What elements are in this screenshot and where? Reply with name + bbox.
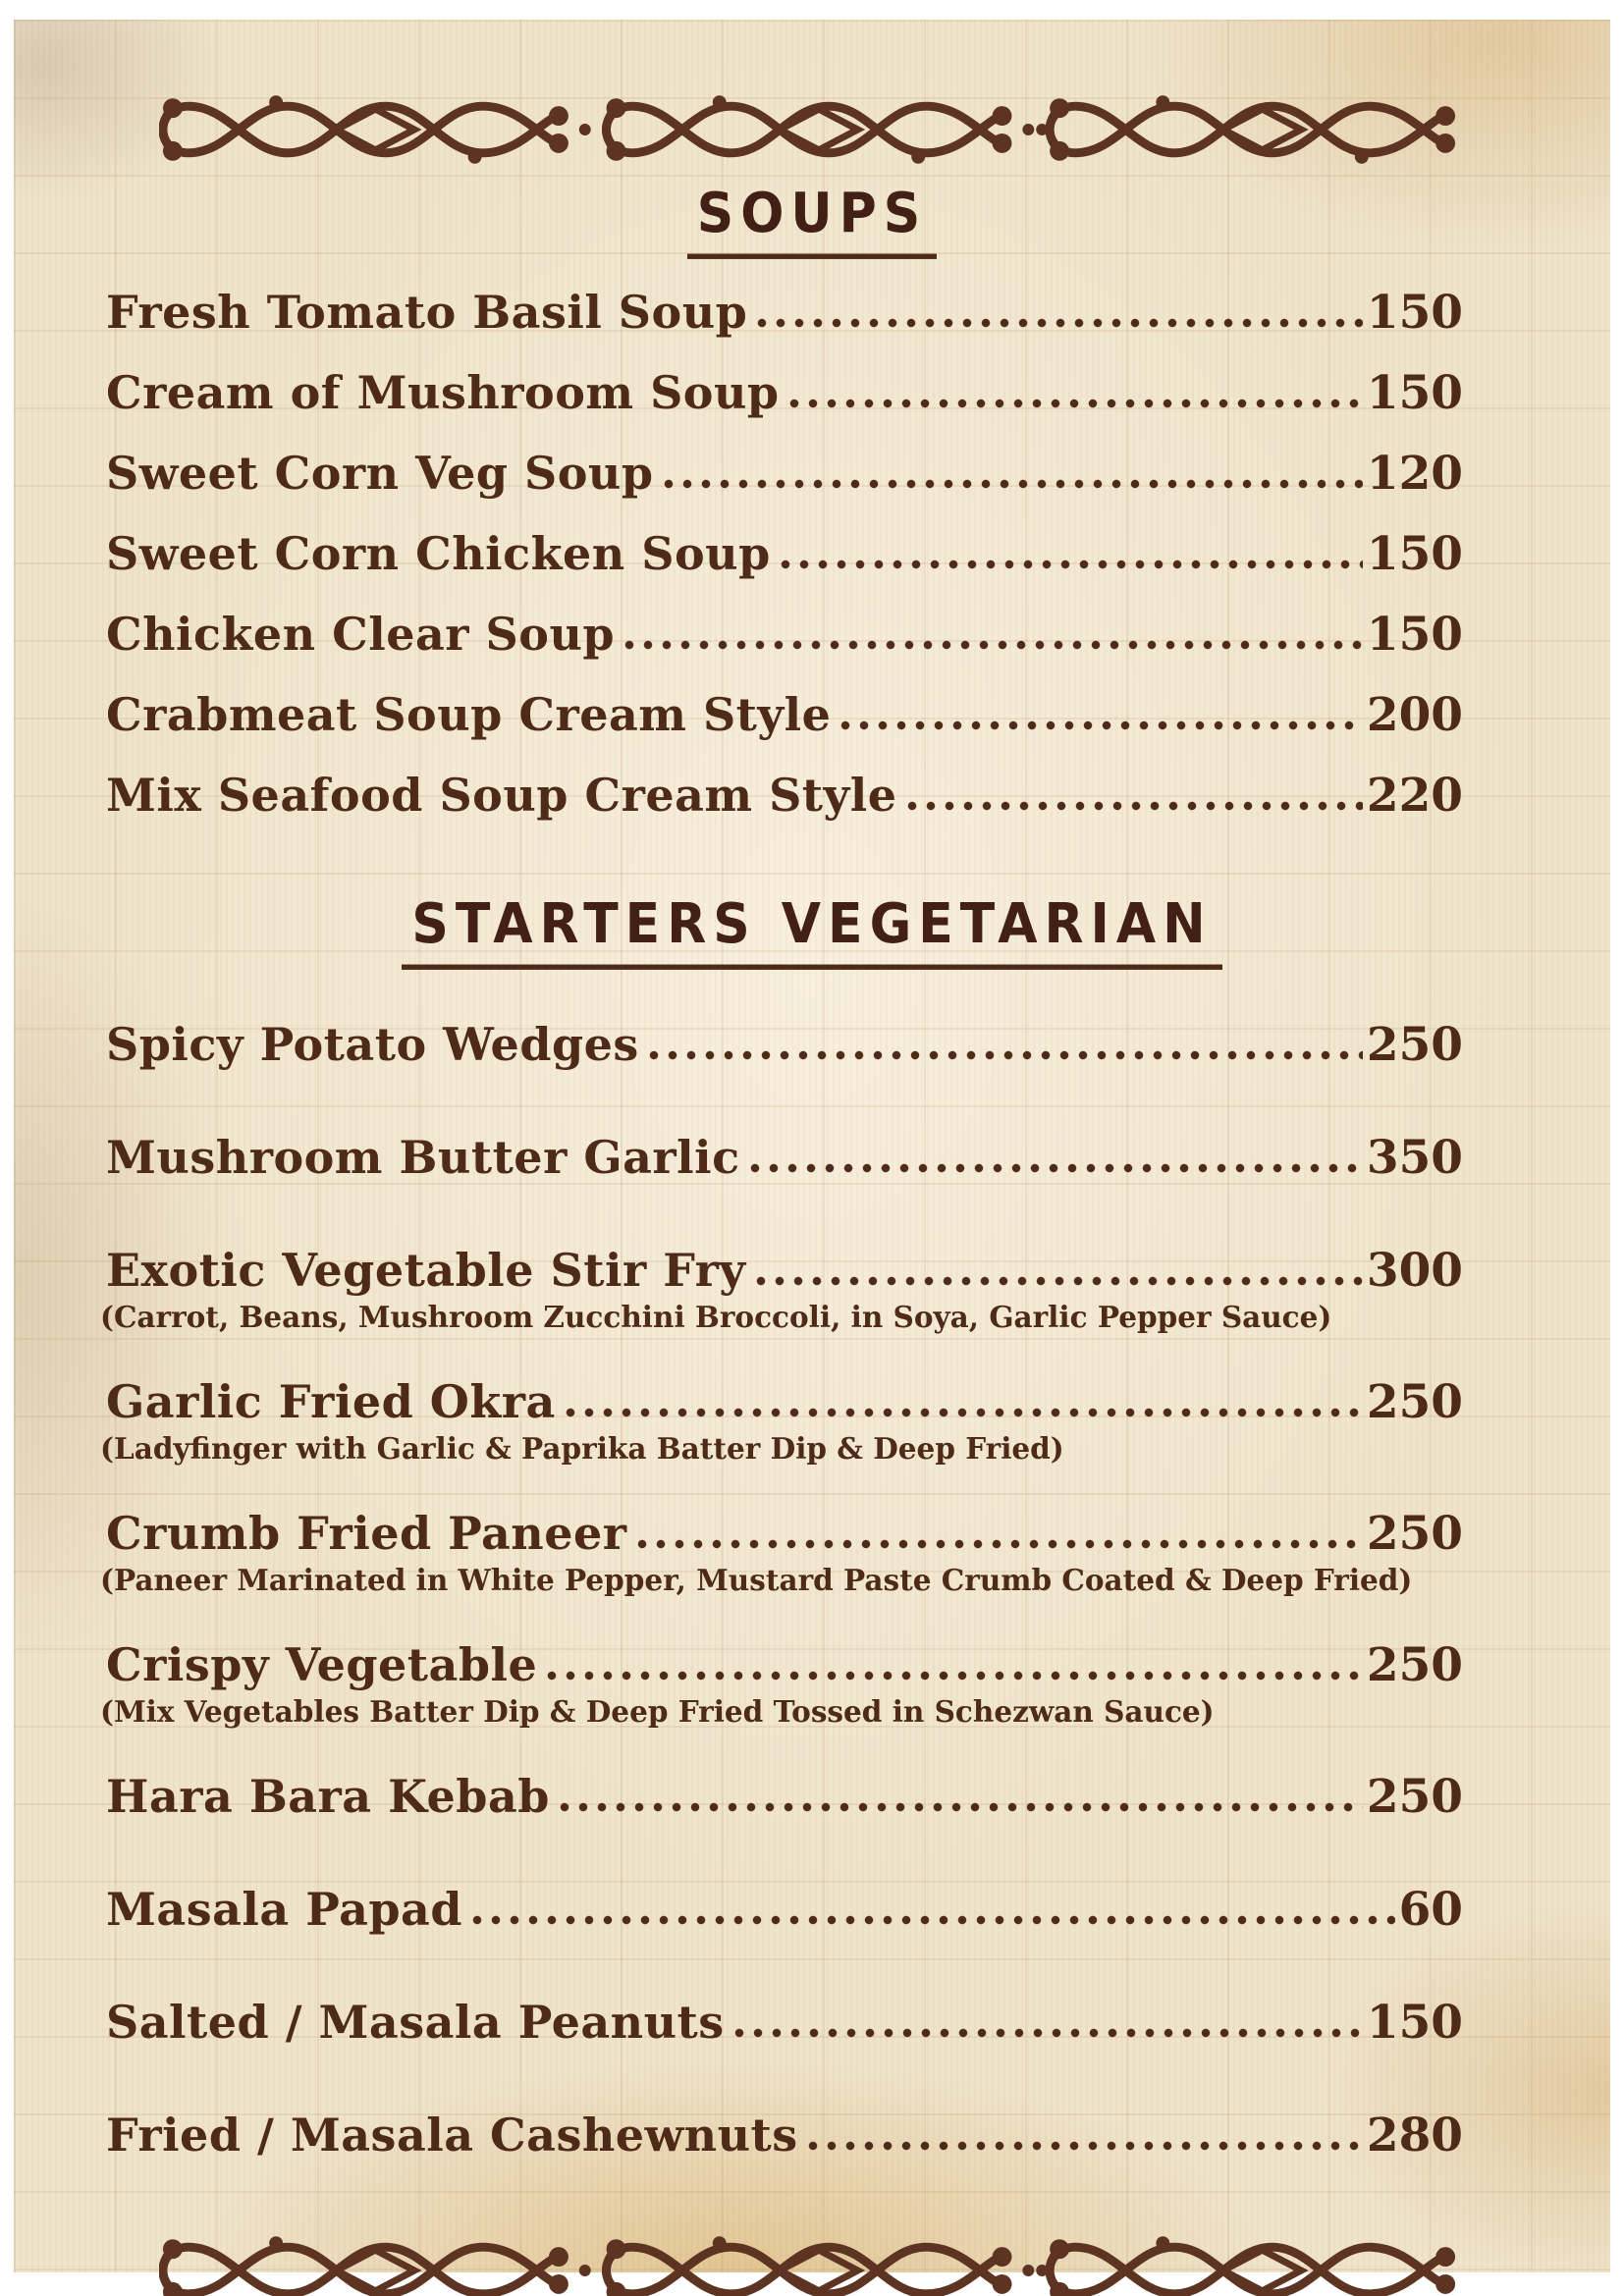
menu-item bbox=[106, 527, 1463, 581]
menu-item bbox=[106, 366, 1463, 420]
item-row bbox=[106, 1018, 1463, 1072]
item-name: Spicy Potato Wedges bbox=[106, 1018, 639, 1071]
item-row bbox=[106, 1507, 1463, 1561]
item-name: Mix Seafood Soup Cream Style bbox=[106, 769, 897, 822]
dotted-leader bbox=[840, 721, 1362, 730]
section-title-starters-vegetarian: STARTERS VEGETARIAN bbox=[402, 892, 1221, 970]
item-price: 350 bbox=[1366, 1131, 1463, 1185]
dotted-leader bbox=[907, 801, 1363, 811]
dotted-leader bbox=[789, 399, 1363, 408]
item-price: 200 bbox=[1366, 688, 1463, 742]
flourish-divider-icon bbox=[159, 2221, 1465, 2296]
item-name: Crabmeat Soup Cream Style bbox=[106, 688, 832, 741]
item-name: Exotic Vegetable Stir Fry bbox=[106, 1244, 746, 1297]
dotted-leader bbox=[472, 1915, 1395, 1925]
item-row bbox=[106, 1638, 1463, 1692]
item-row bbox=[106, 366, 1463, 420]
menu-item bbox=[106, 688, 1463, 742]
item-row bbox=[106, 2109, 1463, 2163]
menu-item bbox=[106, 1883, 1463, 1937]
item-price: 150 bbox=[1366, 608, 1463, 662]
flourish-divider-icon bbox=[159, 80, 1465, 179]
section-starters-header bbox=[14, 892, 1610, 967]
item-row bbox=[106, 527, 1463, 581]
item-description: (Mix Vegetables Batter Dip & Deep Fried Tossed in Schezwan Sauce) bbox=[100, 1694, 1215, 1729]
menu-item bbox=[106, 1996, 1463, 2050]
item-row bbox=[106, 688, 1463, 742]
dotted-leader bbox=[808, 2141, 1363, 2151]
item-price: 250 bbox=[1366, 1507, 1463, 1561]
dotted-leader bbox=[734, 2028, 1363, 2038]
item-name: Fried / Masala Cashewnuts bbox=[106, 2109, 798, 2162]
item-name: Crumb Fried Paneer bbox=[106, 1507, 627, 1560]
item-row bbox=[106, 608, 1463, 662]
item-price: 120 bbox=[1366, 447, 1463, 501]
item-description: (Carrot, Beans, Mushroom Zucchini Broccoli, in Soya, Garlic Pepper Sauce) bbox=[100, 1300, 1332, 1334]
dotted-leader bbox=[547, 1671, 1363, 1681]
item-row bbox=[106, 1244, 1463, 1298]
dotted-leader bbox=[750, 1163, 1363, 1173]
dotted-leader bbox=[664, 479, 1363, 489]
section-soups-header bbox=[14, 182, 1610, 256]
item-name: Garlic Fried Okra bbox=[106, 1375, 556, 1428]
item-price: 280 bbox=[1366, 2109, 1463, 2163]
menu-item bbox=[100, 1375, 1463, 1466]
dotted-leader bbox=[781, 560, 1363, 569]
item-price: 60 bbox=[1398, 1883, 1463, 1937]
dotted-leader bbox=[624, 640, 1363, 650]
item-price: 220 bbox=[1366, 769, 1463, 823]
section-title-soups: SOUPS bbox=[687, 182, 937, 259]
menu-item bbox=[100, 1507, 1463, 1597]
item-price: 150 bbox=[1366, 286, 1463, 340]
dotted-leader bbox=[649, 1050, 1363, 1060]
item-row bbox=[106, 1996, 1463, 2050]
menu-item bbox=[106, 769, 1463, 823]
item-price: 150 bbox=[1366, 527, 1463, 581]
dotted-leader bbox=[637, 1539, 1363, 1549]
item-description: (Paneer Marinated in White Pepper, Mustard Paste Crumb Coated & Deep Fried) bbox=[100, 1563, 1413, 1597]
item-name: Cream of Mushroom Soup bbox=[106, 366, 780, 419]
item-price: 250 bbox=[1366, 1638, 1463, 1692]
item-row bbox=[106, 769, 1463, 823]
item-price: 250 bbox=[1366, 1018, 1463, 1072]
starters-vegetarian-list bbox=[14, 1018, 1610, 2163]
item-name: Crispy Vegetable bbox=[106, 1638, 538, 1691]
dotted-leader bbox=[560, 1802, 1363, 1812]
dotted-leader bbox=[756, 1276, 1363, 1286]
dotted-leader bbox=[566, 1408, 1363, 1417]
item-row bbox=[106, 1375, 1463, 1429]
menu-content bbox=[14, 20, 1610, 2296]
item-description: (Ladyfinger with Garlic & Paprika Batter Dip & Deep Fried) bbox=[100, 1431, 1064, 1466]
item-price: 250 bbox=[1366, 1770, 1463, 1824]
item-name: Sweet Corn Veg Soup bbox=[106, 447, 654, 500]
parchment-background bbox=[14, 20, 1610, 2272]
item-name: Hara Bara Kebab bbox=[106, 1770, 550, 1823]
item-price: 300 bbox=[1366, 1244, 1463, 1298]
menu-item bbox=[106, 447, 1463, 501]
item-price: 150 bbox=[1366, 366, 1463, 420]
item-price: 250 bbox=[1366, 1375, 1463, 1429]
menu-item bbox=[100, 1638, 1463, 1729]
menu-item bbox=[100, 1244, 1463, 1334]
item-row bbox=[106, 1883, 1463, 1937]
menu-item bbox=[106, 286, 1463, 340]
item-name: Masala Papad bbox=[106, 1883, 463, 1936]
menu-item bbox=[106, 2109, 1463, 2163]
item-name: Fresh Tomato Basil Soup bbox=[106, 286, 748, 339]
menu-item bbox=[106, 1770, 1463, 1824]
item-row bbox=[106, 286, 1463, 340]
item-row bbox=[106, 1770, 1463, 1824]
item-row bbox=[106, 1131, 1463, 1185]
item-name: Chicken Clear Soup bbox=[106, 608, 616, 661]
item-name: Salted / Masala Peanuts bbox=[106, 1996, 725, 2049]
item-price: 150 bbox=[1366, 1996, 1463, 2050]
menu-item bbox=[106, 1131, 1463, 1185]
soups-list bbox=[14, 286, 1610, 823]
item-row bbox=[106, 447, 1463, 501]
item-name: Mushroom Butter Garlic bbox=[106, 1131, 740, 1184]
menu-item bbox=[106, 608, 1463, 662]
item-name: Sweet Corn Chicken Soup bbox=[106, 527, 771, 580]
dotted-leader bbox=[757, 318, 1363, 328]
menu-item bbox=[106, 1018, 1463, 1072]
